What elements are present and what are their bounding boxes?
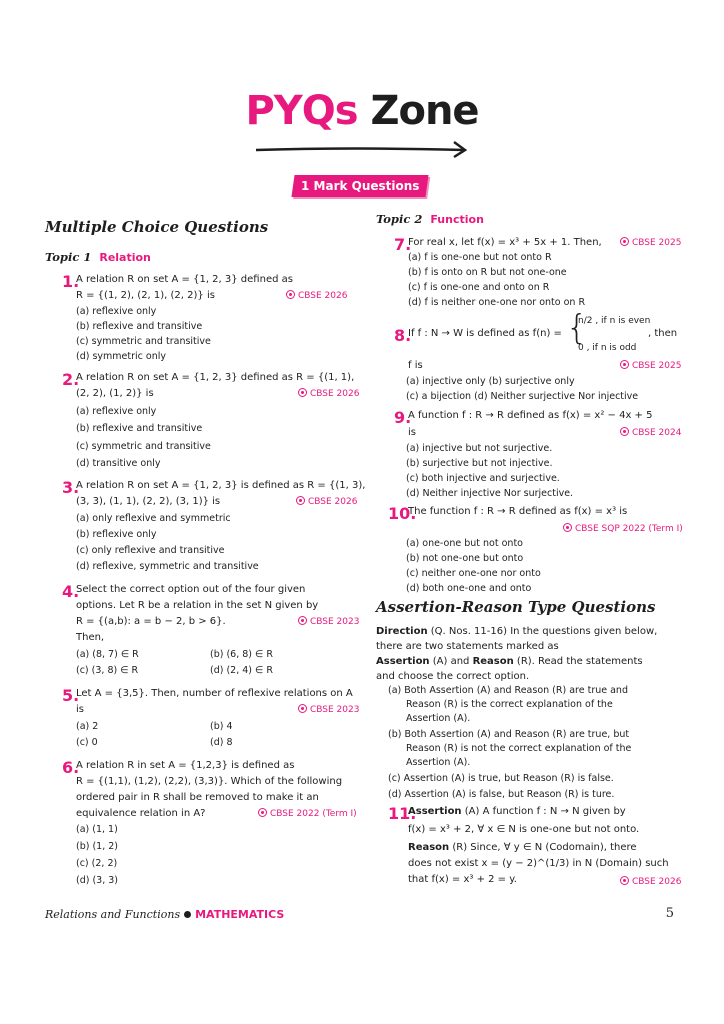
topic-1-heading: Topic 1 Relation <box>45 250 151 264</box>
cbse-tag: CBSE 2023 <box>298 704 359 715</box>
target-icon <box>620 876 629 885</box>
title-part-1: PYQs <box>245 88 358 134</box>
target-icon <box>620 360 629 369</box>
cbse-tag: CBSE 2023 <box>298 616 359 627</box>
cbse-tag: CBSE 2026 <box>620 876 681 887</box>
target-icon <box>296 496 305 505</box>
target-icon <box>258 808 267 817</box>
cbse-tag: CBSE 2024 <box>620 427 681 438</box>
underline-arrow-icon <box>254 138 470 160</box>
brace-icon: { <box>566 308 588 348</box>
page-number: 5 <box>665 906 674 921</box>
topic-2-heading: Topic 2 Function <box>376 212 484 226</box>
cbse-tag: CBSE 2026 <box>298 388 359 399</box>
page-title <box>0 88 724 134</box>
target-icon <box>298 388 307 397</box>
ar-heading: Assertion-Reason Type Questions <box>376 598 656 616</box>
cbse-tag: CBSE SQP 2022 (Term I) <box>563 523 683 534</box>
title-part-2: Zone <box>370 88 479 134</box>
cbse-tag: CBSE 2026 <box>286 290 347 301</box>
target-icon <box>286 290 295 299</box>
target-icon <box>298 616 307 625</box>
section-badge: 1 Mark Questions <box>291 175 428 197</box>
target-icon <box>620 427 629 436</box>
page-footer: Relations and Functions MATHEMATICS <box>45 908 285 921</box>
bullet-icon <box>184 911 191 918</box>
cbse-tag: CBSE 2022 (Term I) <box>258 808 357 819</box>
cbse-tag: CBSE 2026 <box>296 496 357 507</box>
target-icon <box>563 523 572 532</box>
cbse-tag: CBSE 2025 <box>620 360 681 371</box>
target-icon <box>298 704 307 713</box>
mcq-heading: Multiple Choice Questions <box>45 218 269 236</box>
cbse-tag: CBSE 2025 <box>620 237 681 248</box>
target-icon <box>620 237 629 246</box>
